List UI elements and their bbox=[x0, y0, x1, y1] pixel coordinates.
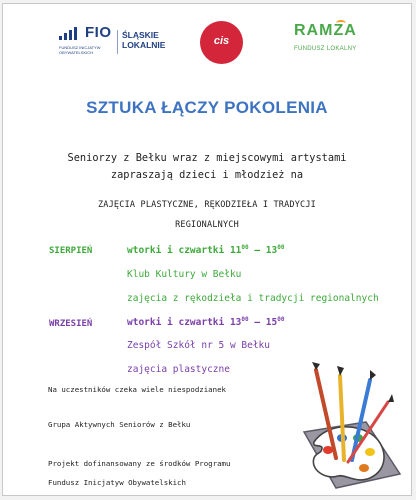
slaskie-line2: LOKALNIE bbox=[122, 40, 166, 50]
surprises-text: Na uczestników czeka wiele niespodzianek bbox=[48, 385, 226, 394]
fio-bars-icon bbox=[59, 26, 83, 40]
place-wrzesien: Zespół Szkół nr 5 w Bełku bbox=[127, 340, 270, 351]
fio-logo bbox=[59, 24, 171, 60]
place-sierpien: Klub Kultury w Bełku bbox=[127, 269, 242, 280]
poster-title: SZTUKA ŁĄCZY POKOLENIA bbox=[86, 98, 328, 117]
schedule-sup-start: 00 bbox=[241, 315, 249, 323]
cis-logo-text: cis bbox=[213, 35, 230, 47]
schedule-days: wtorki i czwartki 13 bbox=[127, 317, 242, 328]
schedule-dash: – 15 bbox=[248, 317, 278, 328]
activity-wrzesien: zajęcia plastyczne bbox=[127, 364, 230, 375]
schedule-sup-end: 00 bbox=[277, 243, 285, 251]
activity-sierpien: zajęcia z rękodzieła i tradycji regionalnych bbox=[127, 293, 379, 304]
schedule-sierpien bbox=[127, 245, 284, 256]
poster-page bbox=[2, 3, 412, 496]
month-sierpien: SIERPIEŃ bbox=[49, 246, 93, 256]
schedule-sup-end: 00 bbox=[277, 315, 285, 323]
fio-logo-text: FIO bbox=[85, 24, 112, 41]
logo-bar bbox=[3, 4, 411, 64]
schedule-dash: – 13 bbox=[248, 245, 278, 256]
slaskie-line1: ŚLĄSKIE bbox=[122, 30, 159, 40]
fio-logo-subtext: FUNDUSZ INICJATYW OBYWATELSKICH bbox=[59, 45, 101, 55]
intro-line-1: Seniorzy z Bełku wraz z miejscowymi artystami bbox=[67, 152, 347, 164]
ramza-logo bbox=[290, 20, 362, 64]
cis-logo bbox=[200, 21, 243, 64]
schedule-sup-start: 00 bbox=[241, 243, 249, 251]
schedule-wrzesien bbox=[127, 317, 284, 328]
group-text: Grupa Aktywnych Seniorów z Bełku bbox=[48, 420, 191, 429]
paint-palette-icon bbox=[296, 362, 406, 492]
slaskie-lokalnie-logo bbox=[122, 30, 165, 50]
project-line-1: Projekt dofinansowany ze środków Programu bbox=[48, 459, 231, 468]
logo-divider bbox=[117, 30, 118, 54]
schedule-days: wtorki i czwartki 11 bbox=[127, 245, 242, 256]
ramza-logo-subtext: FUNDUSZ LOKALNY bbox=[294, 46, 357, 52]
zajecia-line-1: ZAJĘCIA PLASTYCZNE, RĘKODZIEŁA I TRADYCJI bbox=[97, 200, 316, 210]
project-line-2: Fundusz Inicjatyw Obywatelskich bbox=[48, 478, 186, 487]
ramza-logo-text: RAMZA bbox=[294, 22, 357, 39]
month-wrzesien: WRZESIEŃ bbox=[49, 319, 93, 329]
zajecia-line-2: REGIONALNYCH bbox=[175, 220, 239, 230]
intro-line-2: zapraszają dzieci i młodzież na bbox=[110, 169, 304, 181]
